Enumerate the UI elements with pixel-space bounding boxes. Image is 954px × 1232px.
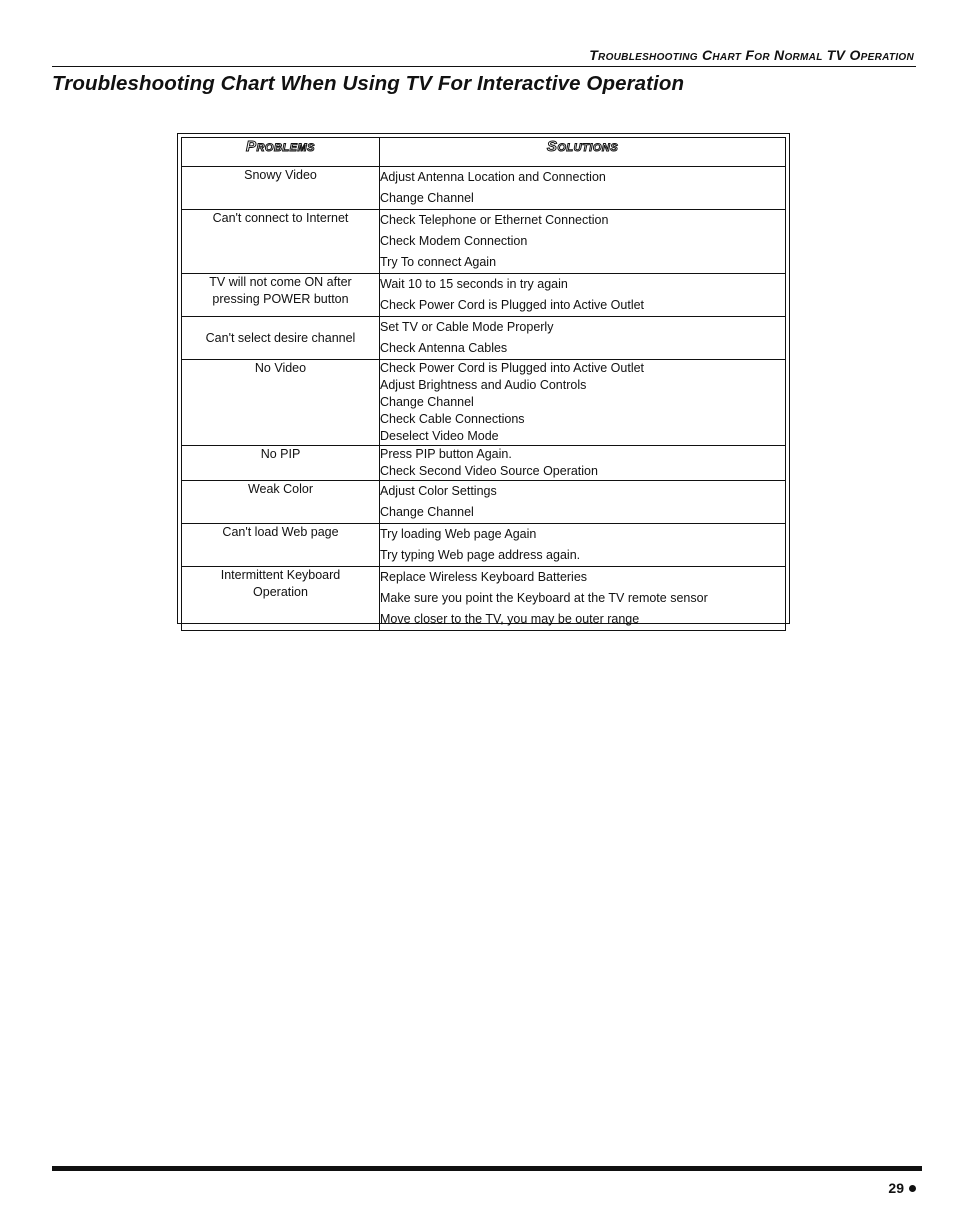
solution-item: Adjust Brightness and Audio Controls bbox=[380, 378, 587, 392]
problem-cell: Can't load Web page bbox=[182, 524, 380, 567]
solution-cell bbox=[380, 360, 786, 446]
problem-cell bbox=[182, 567, 380, 631]
solution-item: Check Modem Connection bbox=[380, 234, 528, 248]
solution-item: Wait 10 to 15 seconds in try again bbox=[380, 277, 568, 291]
bullet-icon bbox=[909, 1185, 916, 1192]
solution-item: Change Channel bbox=[380, 395, 474, 409]
solution-item: Adjust Antenna Location and Connection bbox=[380, 170, 606, 184]
header-rule bbox=[52, 66, 916, 67]
table-row bbox=[182, 317, 786, 360]
page-number-label: 29 bbox=[888, 1180, 904, 1196]
page-title: Troubleshooting Chart When Using TV For Interactive Operation bbox=[52, 72, 685, 95]
solution-cell bbox=[380, 446, 786, 481]
problem-cell: Can't connect to Internet bbox=[182, 210, 380, 274]
table-row bbox=[182, 360, 786, 446]
solution-item: Check Power Cord is Plugged into Active Outlet bbox=[380, 298, 645, 312]
solution-cell bbox=[380, 274, 786, 317]
problem-cell: Weak Color bbox=[182, 481, 380, 524]
troubleshooting-table bbox=[181, 137, 786, 631]
problems-header-label: Problems bbox=[245, 138, 315, 155]
problem-cell: Snowy Video bbox=[182, 167, 380, 210]
table-row bbox=[182, 210, 786, 274]
solution-item: Set TV or Cable Mode Properly bbox=[380, 320, 554, 334]
solution-cell bbox=[380, 167, 786, 210]
table-row bbox=[182, 446, 786, 481]
problem-line: Intermittent Keyboard bbox=[220, 568, 341, 582]
troubleshooting-table-frame bbox=[177, 133, 790, 624]
problem-cell: Can't select desire channel bbox=[182, 317, 380, 360]
table-row bbox=[182, 567, 786, 631]
solution-item: Try typing Web page address again. bbox=[380, 548, 581, 562]
solution-cell bbox=[380, 567, 786, 631]
problem-line: TV will not come ON after bbox=[209, 275, 352, 289]
table-row bbox=[182, 274, 786, 317]
problems-header bbox=[182, 138, 380, 167]
solution-item: Make sure you point the Keyboard at the TV remote sensor bbox=[380, 591, 708, 605]
solution-item: Try loading Web page Again bbox=[380, 527, 537, 541]
problem-line: Operation bbox=[253, 585, 308, 599]
solution-item: Check Cable Connections bbox=[380, 412, 525, 426]
page-number bbox=[888, 1180, 916, 1196]
solution-cell bbox=[380, 481, 786, 524]
solution-item: Press PIP button Again. bbox=[380, 447, 512, 461]
solution-item: Adjust Color Settings bbox=[380, 484, 497, 498]
problem-cell: No Video bbox=[182, 360, 380, 446]
solution-cell bbox=[380, 210, 786, 274]
footer-rule bbox=[52, 1166, 922, 1171]
solution-cell bbox=[380, 524, 786, 567]
solution-item: Change Channel bbox=[380, 505, 474, 519]
table-header-row bbox=[182, 138, 786, 167]
problem-cell bbox=[182, 274, 380, 317]
problem-line: pressing POWER button bbox=[212, 292, 349, 306]
solutions-header-label: Solutions bbox=[546, 138, 619, 155]
solution-item: Check Power Cord is Plugged into Active Outlet bbox=[380, 361, 645, 375]
solutions-header bbox=[380, 138, 786, 167]
solution-item: Move closer to the TV, you may be outer range bbox=[380, 612, 640, 626]
solution-item: Replace Wireless Keyboard Batteries bbox=[380, 570, 588, 584]
solution-cell bbox=[380, 317, 786, 360]
solution-item: Deselect Video Mode bbox=[380, 429, 499, 443]
problem-cell: No PIP bbox=[182, 446, 380, 481]
table-row bbox=[182, 167, 786, 210]
solution-item: Change Channel bbox=[380, 191, 474, 205]
solution-item: Check Antenna Cables bbox=[380, 341, 508, 355]
table-row bbox=[182, 524, 786, 567]
solution-item: Check Second Video Source Operation bbox=[380, 464, 598, 478]
section-header: Troubleshooting Chart For Normal TV Operation bbox=[589, 47, 914, 63]
solution-item: Try To connect Again bbox=[380, 255, 497, 269]
solution-item: Check Telephone or Ethernet Connection bbox=[380, 213, 609, 227]
table-row bbox=[182, 481, 786, 524]
